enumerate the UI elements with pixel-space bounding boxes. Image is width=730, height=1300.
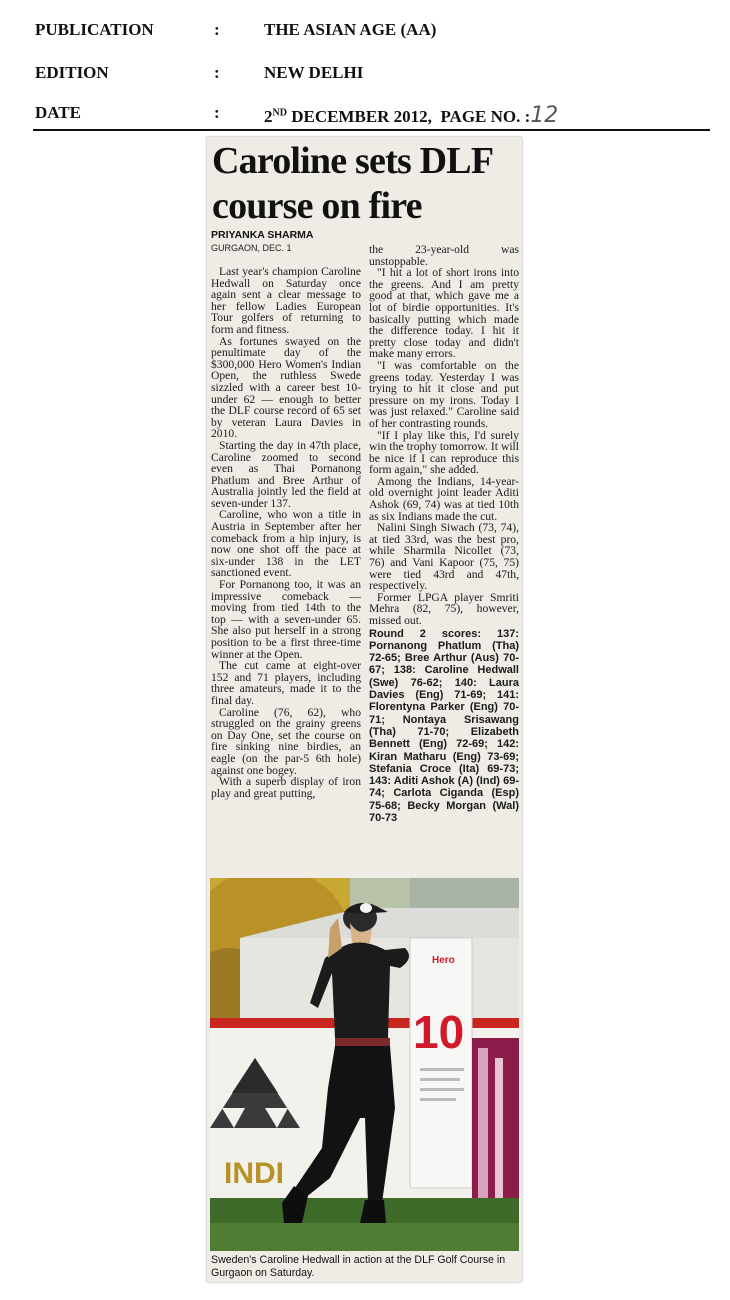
paragraph: The cut came at eight-over 152 and 71 players, including three amateurs, made it to the final day.	[211, 659, 361, 707]
date-suffix: ND	[272, 107, 287, 119]
paragraph: For Pornanong too, it was an impressive comeback — moving from tied 14th to the top — with a seven-under 65. She also put herself in a strong position to be a first three-time winner at the Open.	[211, 578, 361, 661]
date-label: DATE	[35, 103, 81, 122]
paragraph: Nalini Singh Siwach (73, 74), at tied 33rd, was the best pro, while Sharmila Nicollet (73, 76) and Vani Kapoor (75, 75) were tied 43rd and 47th, respectively.	[369, 521, 519, 593]
paragraph: Last year's champion Caroline Hedwall on Saturday once again sent a clear message to her fellow Ladies European Tour golfers of returning to form and fitness.	[211, 265, 361, 336]
round-2-scores: Round 2 scores: 137: Pornanong Phatlum (Tha) 72-65; Bree Arthur (Aus) 70-67; 138: Caroline Hedwall (Swe) 76-62; 140: Laura Davies (Eng) 71-69; 141: Florentyna Parker (Eng) 70-71; Nontaya Srisawang (Tha) 71-70; Elizabeth Bennett (Eng) 72-69; 142: Kiran Matharu (Eng) 73-69; Stefania Croce (Ita) 69-73; 143: Aditi Ashok (A) (Ind) 69-74; Carlota Ciganda (Esp) 75-68; Becky Morgan (Wal) 70-73	[369, 627, 519, 825]
date-rest: DECEMBER 2012,	[291, 107, 432, 126]
sponsor-text: Hero	[432, 955, 455, 966]
article-column-1	[211, 266, 361, 799]
separator: :	[214, 63, 220, 82]
paragraph: Former LPGA player Smriti Mehra (82, 75), however, missed out.	[369, 590, 519, 627]
hole-number: 10	[413, 1006, 465, 1058]
edition-label: EDITION	[35, 63, 109, 82]
publication-label: PUBLICATION	[35, 20, 154, 39]
golfer-photo	[210, 878, 519, 1251]
paragraph: "I hit a lot of short irons into the greens. And I am pretty good at that, which gave me a lot of birdie opportunities. It's basically putting which made the difference today. I hit it pretty close today and didn't make many errors.	[369, 266, 519, 361]
byline: PRIYANKA SHARMA	[211, 229, 314, 241]
paragraph: "I was comfortable on the greens today. Yesterday I was trying to hit it close and put pressure on my irons. Today I was just relaxed." Caroline said of her contrasting rounds.	[369, 358, 519, 430]
paragraph: With a superb display of iron play and great putting,	[211, 775, 361, 800]
page-number-handwritten: 12	[530, 103, 559, 128]
headline: Caroline sets DLF course on fire	[212, 140, 492, 227]
photo-illustration	[210, 878, 519, 1251]
dateline: GURGAON, DEC. 1	[211, 243, 292, 253]
edition-value: NEW DELHI	[264, 63, 364, 82]
separator: :	[214, 20, 220, 39]
header-rule	[33, 129, 710, 131]
paragraph: Starting the day in 47th place, Caroline zoomed to second even as Thai Pornanong Phatlum and Bree Arthur of Australia jointly led the field at seven-under 137.	[211, 438, 361, 510]
paragraph: the 23-year-old was unstoppable.	[369, 243, 519, 268]
paragraph: Among the Indians, 14-year-old overnight joint leader Aditi Ashok (69, 74) was at tied 10th as six Indians made the cut.	[369, 474, 519, 523]
banner-text: INDI	[224, 1157, 284, 1190]
date-value	[264, 103, 558, 128]
date-day: 2	[264, 107, 273, 126]
photo-caption: Sweden's Caroline Hedwall in action at the DLF Golf Course in Gurgaon on Saturday.	[211, 1254, 506, 1279]
separator: :	[214, 103, 220, 122]
publication-value: THE ASIAN AGE (AA)	[264, 20, 437, 39]
paragraph: Caroline (76, 62), who struggled on the grainy greens on Day One, set the course on fire sinking nine birdies, an eagle (on the par-5 6th hole) against one bogey.	[211, 705, 361, 777]
paragraph: As fortunes swayed on the penultimate day of the $300,000 Hero Women's Indian Open, the ruthless Swede sizzled with a career best 10-under 62 — enough to better the DLF course record of 65 set by veteran Laura Davies in 2010.	[211, 334, 361, 441]
paragraph: Caroline, who won a title in Austria in September after her comeback from a hip injury, is now one shot off the pace at six-under 138 in the LET sanctioned event.	[211, 508, 361, 580]
page-label: PAGE NO. :	[440, 107, 531, 126]
paragraph: "If I play like this, I'd surely win the trophy tomorrow. It will be nice if I can reproduce this form again," she added.	[369, 428, 519, 477]
newspaper-clipping	[207, 137, 522, 1282]
article-column-2	[369, 244, 519, 824]
